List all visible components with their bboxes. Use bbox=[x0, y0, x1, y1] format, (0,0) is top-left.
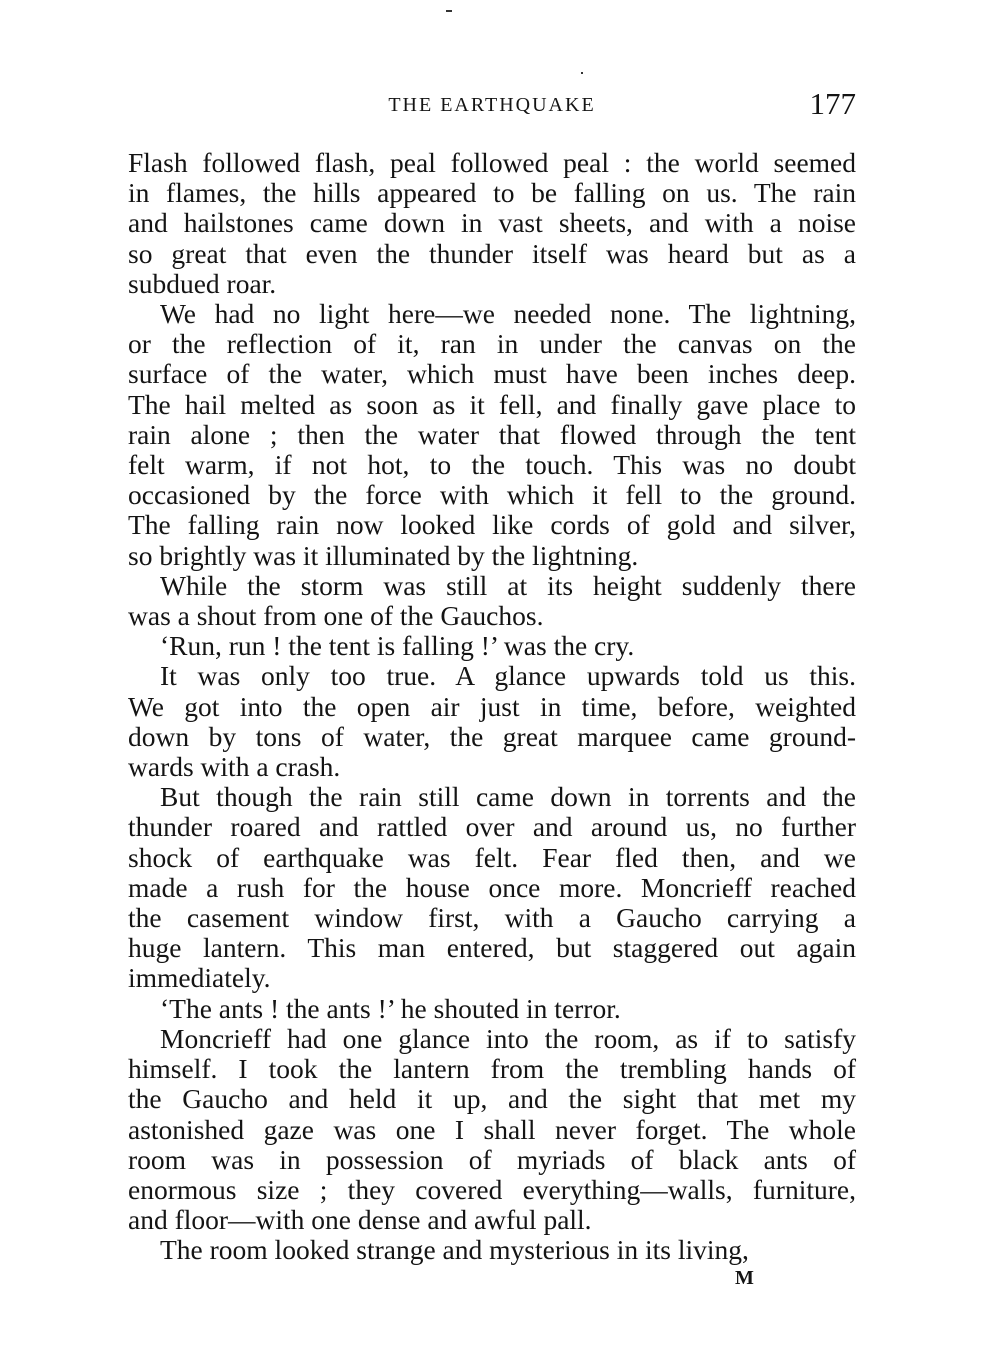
text-line: But though the rain still came down in torrents and the bbox=[160, 781, 856, 813]
text-line: himself. I took the lantern from the trembling hands of bbox=[128, 1053, 856, 1085]
page-number: 177 bbox=[809, 86, 856, 121]
running-title: THE EARTHQUAKE bbox=[388, 94, 596, 116]
text-line: room was in possession of myriads of black ants of bbox=[128, 1143, 856, 1175]
text-line: The falling rain now looked like cords of gold and silver, bbox=[128, 509, 856, 541]
text-line: and floor—with one dense and awful pall. bbox=[128, 1204, 592, 1236]
text-line: immediately. bbox=[128, 962, 271, 994]
text-line: shock of earthquake was felt. Fear fled then, and we bbox=[128, 841, 856, 873]
text-line: While the storm was still at its height suddenly there bbox=[160, 569, 856, 601]
text-line: surface of the water, which must have been inches deep. bbox=[128, 358, 856, 390]
paragraph bbox=[128, 782, 856, 993]
paragraph bbox=[128, 571, 856, 631]
paragraph bbox=[128, 148, 856, 299]
text-line: was a shout from one of the Gauchos. bbox=[128, 600, 544, 632]
paragraph bbox=[128, 299, 856, 571]
paragraph bbox=[128, 1235, 856, 1265]
text-line: The hail melted as soon as it fell, and finally gave place to bbox=[128, 388, 856, 420]
paragraph bbox=[128, 661, 856, 782]
text-line: Moncrieff had one glance into the room, as if to satisfy bbox=[160, 1022, 856, 1054]
text-line: occasioned by the force with which it fell to the ground. bbox=[128, 479, 856, 511]
text-line: so brightly was it illuminated by the lightning. bbox=[128, 539, 639, 571]
text-line: ‘The ants ! the ants !’ he shouted in terror. bbox=[160, 992, 621, 1024]
text-line: The room looked strange and mysterious in its living, bbox=[160, 1234, 749, 1266]
text-line: subdued roar. bbox=[128, 267, 277, 299]
text-line: huge lantern. This man entered, but staggered out again bbox=[128, 932, 856, 964]
text-line: the casement window first, with a Gaucho carrying a bbox=[128, 902, 856, 934]
body-text bbox=[128, 148, 856, 1266]
text-line: rain alone ; then the water that flowed through the tent bbox=[128, 418, 856, 450]
paragraph bbox=[128, 994, 856, 1024]
text-line: down by tons of water, the great marquee came ground- bbox=[128, 720, 856, 752]
text-line: or the reflection of it, ran in under the canvas on the bbox=[128, 328, 856, 360]
text-line: astonished gaze was one I shall never forget. The whole bbox=[128, 1113, 856, 1145]
text-line: We got into the open air just in time, before, weighted bbox=[128, 690, 856, 722]
text-line: made a rush for the house once more. Moncrieff reached bbox=[128, 871, 856, 903]
text-line: felt warm, if not hot, to the touch. This was no doubt bbox=[128, 449, 856, 481]
text-line: wards with a crash. bbox=[128, 751, 341, 783]
paragraph bbox=[128, 631, 856, 661]
print-speck bbox=[581, 72, 583, 74]
print-speck bbox=[446, 10, 452, 12]
text-line: enormous size ; they covered everything—walls, furniture, bbox=[128, 1173, 856, 1205]
text-line: and hailstones came down in vast sheets, and with a noise bbox=[128, 207, 856, 239]
text-line: We had no light here—we needed none. The lightning, bbox=[160, 298, 856, 330]
text-line: It was only too true. A glance upwards told us this. bbox=[160, 660, 856, 692]
signature-mark: M bbox=[735, 1267, 755, 1289]
text-line: so great that even the thunder itself was heard but as a bbox=[128, 237, 856, 269]
text-line: ‘Run, run ! the tent is falling !’ was the cry. bbox=[160, 630, 635, 662]
text-line: thunder roared and rattled over and around us, no further bbox=[128, 811, 856, 843]
text-line: the Gaucho and held it up, and the sight that met my bbox=[128, 1083, 856, 1115]
paragraph bbox=[128, 1024, 856, 1235]
page-header bbox=[128, 86, 856, 126]
text-line: Flash followed flash, peal followed peal : the world seemed bbox=[128, 147, 856, 178]
text-line: in flames, the hills appeared to be falling on us. The rain bbox=[128, 177, 856, 209]
